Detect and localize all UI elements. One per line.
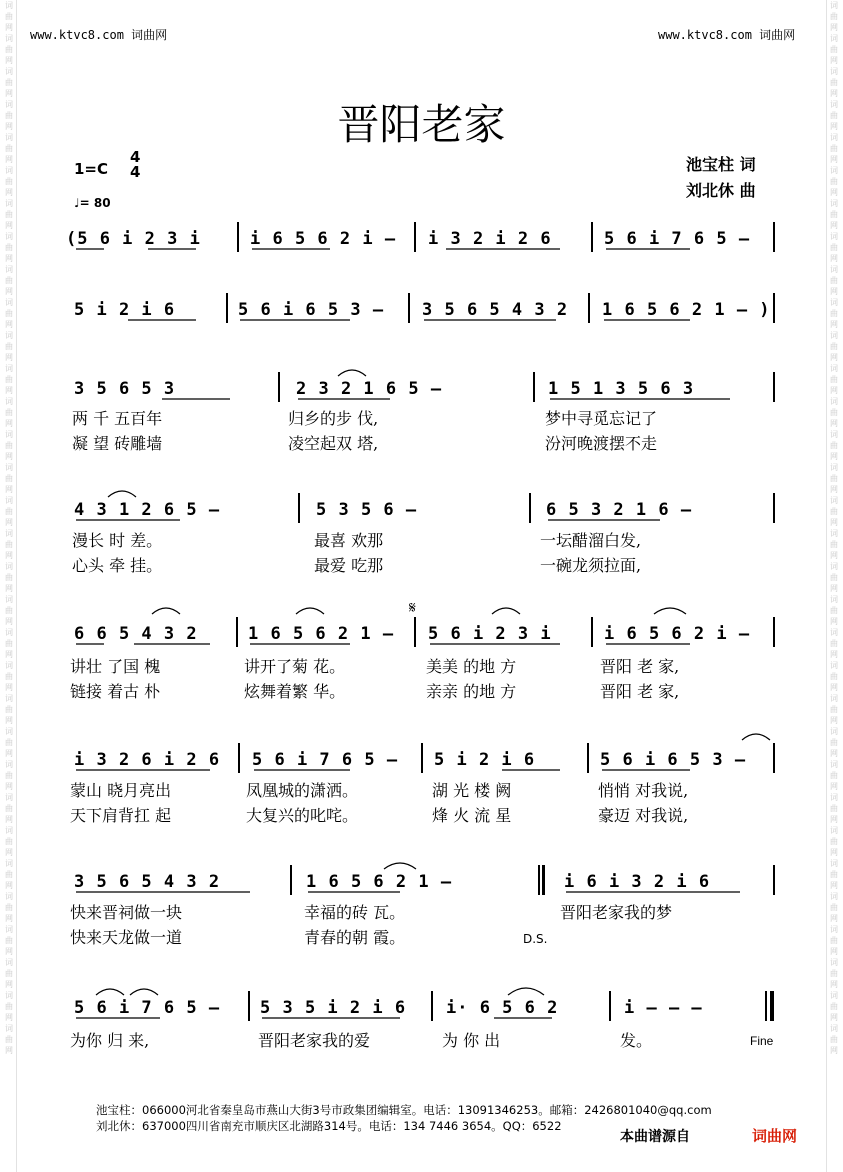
row8-lyric1-m3: 为 你 出 (442, 1031, 501, 1050)
row7-lyric2-m2: 青春的朝 霞。 (304, 928, 406, 947)
row2-measure1: 5 i 2 i 6 (74, 300, 176, 320)
side-watermark-right: 词曲网词曲网词曲网词曲网词曲网词曲网词曲网词曲网词曲网词曲网词曲网词曲网词曲网词曲网词曲网词曲网词曲网词曲网词曲网词曲网词曲网词曲网词曲网词曲网词曲网词曲网词曲网词曲网词曲网词曲网词曲网词曲网 (826, 0, 841, 1172)
row6-lyric1-m2: 凤凰城的潇洒。 (246, 781, 359, 800)
row5-lyric1-m1: 讲壮 了国 槐 (70, 657, 161, 676)
row8-lyric1-m1: 为你 归 来, (70, 1031, 150, 1050)
slur (108, 491, 136, 497)
row2-measure2: 5 6 i 6 5 3 – (238, 300, 385, 320)
row1-measure4: 5 6 i 7 6 5 – (604, 229, 751, 249)
footer-composer-contact: 刘北休：637000四川省南充市顺庆区北湖路314号。电话：134 7446 3654。QQ：6522 (96, 1119, 562, 1133)
row8-measure2: 5 3 5 i 2 i 6 (260, 998, 407, 1018)
row7-lyric1-m3: 晋阳老家我的梦 (560, 903, 673, 922)
row5-lyric2-m2: 炫舞着繁 华。 (244, 682, 346, 701)
row7-lyric1-m2: 幸福的砖 瓦。 (304, 903, 406, 922)
row3-measure1: 3 5 6 5 3 (74, 379, 176, 399)
row5-lyric1-m4: 晋阳 老 家, (600, 657, 680, 676)
row5-lyric2-m3: 亲亲 的地 方 (426, 682, 517, 701)
row3-lyric2-m3: 汾河晚渡摆不走 (545, 434, 658, 453)
row5-measure3: 5 6 i 2 3 i (428, 624, 552, 644)
row3-lyric2-m1: 凝 望 砖雕墙 (72, 434, 163, 453)
side-watermark-left: 词曲网词曲网词曲网词曲网词曲网词曲网词曲网词曲网词曲网词曲网词曲网词曲网词曲网词曲网词曲网词曲网词曲网词曲网词曲网词曲网词曲网词曲网词曲网词曲网词曲网词曲网词曲网词曲网词曲网词曲网词曲网词曲网 (2, 0, 17, 1172)
row3-lyric1-m2: 归乡的步 伐, (288, 409, 379, 428)
row3-measure2: 2 3 2 1 6 5 – (296, 379, 443, 399)
watermark-url-right: www.ktvc8.com 词曲网 (658, 28, 796, 42)
composer-credit: 刘北休 曲 (686, 181, 756, 200)
row1-measure2: i 6 5 6 2 i – (250, 229, 397, 249)
row1-measure3: i 3 2 i 2 6 (428, 229, 552, 249)
slur (338, 370, 366, 376)
slur (152, 608, 180, 614)
key-signature: 1=C (74, 160, 109, 178)
row7-lyric2-m1: 快来天龙做一道 (70, 928, 183, 947)
row6-measure3: 5 i 2 i 6 (434, 750, 536, 770)
slur (508, 988, 544, 995)
row5-lyric2-m1: 链接 着古 朴 (70, 682, 161, 701)
segno-sign: 𝄋 (409, 598, 416, 617)
row6-lyric2-m1: 天下肩背扛 起 (70, 806, 172, 825)
row5-measure4: i 6 5 6 2 i – (604, 624, 751, 644)
row6-lyric1-m3: 湖 光 楼 阙 (432, 781, 512, 800)
row3-lyric1-m3: 梦中寻觅忘记了 (545, 409, 658, 428)
source-label: 本曲谱源自 (620, 1129, 690, 1145)
row7-measure3: i 6 i 3 2 i 6 (564, 872, 711, 892)
row3-measure3: 1 5 1 3 5 6 3 (548, 379, 695, 399)
time-sig-top: 4 (130, 148, 141, 166)
row8-measure1: 5 6 i 7 6 5 – (74, 998, 221, 1018)
row6-measure2: 5 6 i 7 6 5 – (252, 750, 399, 770)
source-site-logo[interactable]: 词曲网 (752, 1127, 798, 1145)
row6-measure1: i 3 2 6 i 2 6 (74, 750, 221, 770)
row4-measure1: 4 3 1 2 6 5 – (74, 500, 221, 520)
slur (130, 989, 158, 995)
slur (742, 734, 770, 740)
row3-lyric2-m2: 凌空起双 塔, (288, 434, 379, 453)
lyricist-credit: 池宝柱 词 (686, 155, 756, 174)
row4-measure3: 6 5 3 2 1 6 – (546, 500, 693, 520)
row1-measure1: (5 6 i 2 3 i (66, 229, 201, 249)
row7-measure1: 3 5 6 5 4 3 2 (74, 872, 221, 892)
row5-measure2: 1 6 5 6 2 1 – (248, 624, 395, 644)
row5-lyric2-m4: 晋阳 老 家, (600, 682, 680, 701)
tempo-mark: ♩= 80 (74, 196, 111, 210)
song-title: 晋阳老家 (337, 100, 506, 149)
row4-lyric1-m3: 一坛醋溜白发, (540, 531, 642, 550)
fine-mark: Fine (750, 1034, 774, 1048)
ds-mark: D.S. (523, 932, 548, 946)
slur (654, 608, 686, 614)
row5-measure1: 6 6 5 4 3 2 (74, 624, 198, 644)
slur (296, 608, 324, 614)
row7-lyric1-m1: 快来晋祠做一块 (70, 903, 183, 922)
row4-lyric1-m2: 最喜 欢那 (314, 531, 384, 550)
row5-lyric1-m3: 美美 的地 方 (426, 657, 517, 676)
row4-lyric2-m2: 最爱 吃那 (314, 556, 384, 575)
row2-measure3: 3 5 6 5 4 3 2 (422, 300, 569, 320)
time-sig-bottom: 4 (130, 163, 141, 181)
row7-measure2: 1 6 5 6 2 1 – (306, 872, 453, 892)
slur (384, 863, 416, 869)
row6-lyric1-m1: 蒙山 晓月亮出 (70, 781, 172, 800)
watermark-url-left: www.ktvc8.com 词曲网 (30, 28, 168, 42)
row6-lyric2-m2: 大复兴的叱咤。 (246, 806, 359, 825)
footer-lyricist-contact: 池宝柱：066000河北省秦皇岛市燕山大街3号市政集团编辑室。电话：13091346253。邮箱：2426801040@qq.com (96, 1103, 712, 1117)
row8-measure4: i – – – (624, 998, 703, 1018)
row4-lyric1-m1: 漫长 时 差。 (72, 531, 163, 550)
row4-measure2: 5 3 5 6 – (316, 500, 418, 520)
slur (96, 989, 124, 995)
row6-lyric2-m3: 烽 火 流 星 (432, 806, 512, 825)
row2-measure4: 1 6 5 6 2 1 – ) (602, 300, 771, 320)
row5-lyric1-m2: 讲开了菊 花。 (244, 657, 346, 676)
slur (492, 608, 520, 614)
row8-lyric1-m4: 发。 (620, 1031, 653, 1050)
row6-lyric1-m4: 悄悄 对我说, (598, 781, 689, 800)
row8-measure3: i· 6 5 6 2 (446, 998, 559, 1018)
row6-lyric2-m4: 豪迈 对我说, (598, 806, 689, 825)
row6-measure4: 5 6 i 6 5 3 – (600, 750, 747, 770)
row4-lyric2-m1: 心头 牵 挂。 (72, 556, 163, 575)
row4-lyric2-m3: 一碗龙须拉面, (540, 556, 642, 575)
row8-lyric1-m2: 晋阳老家我的爱 (258, 1031, 371, 1050)
row3-lyric1-m1: 两 千 五百年 (72, 409, 163, 428)
